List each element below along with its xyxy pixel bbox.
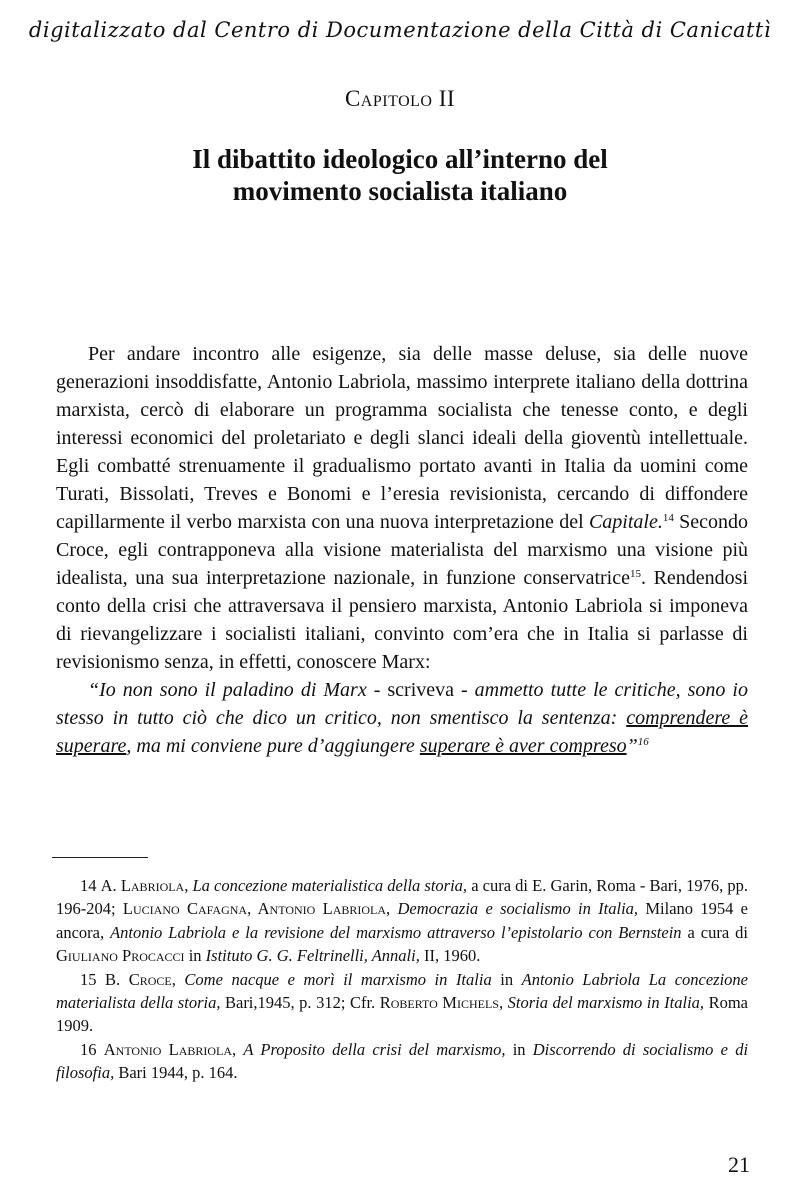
footnote-number: 16 — [80, 1039, 97, 1059]
body-text-run: Secondo Croce, egli contrapponeva alla visione materialista del marxismo una visione più idealista, una sua interpretazione nazionale, in funzione conservatrice — [56, 511, 748, 589]
underlined-phrase: comprendere è superare — [56, 707, 748, 757]
chapter-title-line: movimento socialista italiano — [232, 176, 568, 206]
footnote-text: a cura di E. Garin, Roma - Bari, 1976, pp. 196-204; — [56, 876, 749, 919]
work-title: Istituto G. G. Feltrinelli, Annali, — [205, 946, 420, 966]
chapter-title — [100, 143, 700, 207]
work-title: Discorrendo di socialismo e di filosofia, — [56, 1039, 749, 1083]
footnote-ref: 14 — [662, 512, 674, 524]
footnote-text: in — [491, 969, 522, 989]
work-title: La concezione materialistica della storia, — [192, 876, 468, 895]
footnote-text: a cura di — [681, 922, 748, 942]
block-quote — [56, 676, 748, 760]
footnote-text: Bari,1945, p. 312; Cfr. — [220, 993, 380, 1013]
author-name: Roberto Michels, — [379, 993, 504, 1013]
footnote-number: 14 — [80, 876, 97, 895]
page-number: 21 — [728, 1152, 750, 1177]
footnotes — [56, 874, 748, 1085]
italic-title: Capitale. — [588, 511, 663, 533]
footnote-divider — [52, 857, 148, 858]
footnote-ref: 16 — [637, 736, 649, 748]
footnote-14 — [56, 874, 748, 968]
footnote-text: II, 1960. — [419, 946, 481, 966]
footnote-text: Bari 1944, p. 164. — [114, 1063, 238, 1083]
digitization-watermark: digitalizzato dal Centro di Documentazione della Città di Canicattì — [28, 18, 772, 42]
quote-run: ” — [626, 735, 638, 757]
work-title: Antonio Labriola La concezione materialista della storia, — [56, 969, 748, 1013]
body-text — [56, 340, 748, 760]
work-title: Antonio Labriola e la revisione del marxismo attraverso l’epistolario con Bernstein — [110, 922, 682, 942]
body-text-run: . Rendendosi conto della crisi che attraversava il pensiero marxista, Antonio Labriola si imponeva di rievangelizzare i socialisti italiani, convinto com’era che in Italia si parlasse di revisionismo senza, in effetti, conoscere Marx: — [56, 567, 749, 673]
author-name: Antonio Labriola, — [103, 1039, 237, 1059]
chapter-title-line: Il dibattito ideologico all’interno del — [192, 144, 608, 174]
author-name: B. Croce, — [105, 969, 176, 989]
footnote-number: 15 — [80, 969, 97, 989]
footnote-15 — [56, 968, 748, 1038]
quote-run: - ammetto tutte le critiche, sono io stesso in tutto ciò che dico un critico, non smentisco la sentenza: — [56, 679, 748, 729]
footnote-text: Milano 1954 e ancora, — [56, 899, 748, 942]
author-name: A. Labriola, — [100, 876, 189, 895]
author-name: Luciano Cafagna, Antonio Labriola, — [122, 899, 391, 919]
quote-run: , ma mi conviene pure d’aggiungere — [126, 735, 420, 757]
work-title: Democrazia e socialismo in Italia, — [397, 899, 639, 919]
underlined-phrase: superare è aver compreso — [419, 735, 627, 757]
chapter-heading: Capitolo II — [344, 86, 456, 111]
work-title: Come nacque e morì il marxismo in Italia — [184, 969, 492, 989]
work-title: Storia del marxismo in Italia, — [507, 993, 705, 1013]
footnote-16 — [56, 1038, 748, 1085]
work-title: A Proposito della crisi del marxismo, — [243, 1039, 506, 1059]
footnote-ref: 15 — [629, 568, 641, 580]
footnote-text: in — [505, 1039, 533, 1059]
body-paragraph — [56, 340, 748, 676]
body-text-run: Per andare incontro alle esigenze, sia delle masse deluse, sia delle nuove generazioni insoddisfatte, Antonio Labriola, massimo interprete italiano della dottrina marxista, cercò di elaborare un programma socialista che tenesse conto, e degli interessi economici del proletariato e degli slanci ideali della gioventù intellettuale. Egli combatté strenuamente il gradualismo portato avanti in Italia da uomini come Turati, Bissolati, Treves e Bonomi e l’eresia revisionista, cercando di diffondere capillarmente il verbo marxista con una nuova interpretazione del — [56, 343, 748, 533]
footnote-text: in — [184, 946, 206, 966]
author-name: Giuliano Procacci — [56, 946, 185, 966]
footnote-text: Roma 1909. — [56, 993, 748, 1036]
quote-aside: scriveva — [387, 679, 455, 701]
quote-run: “Io non sono il paladino di Marx - — [88, 679, 388, 701]
